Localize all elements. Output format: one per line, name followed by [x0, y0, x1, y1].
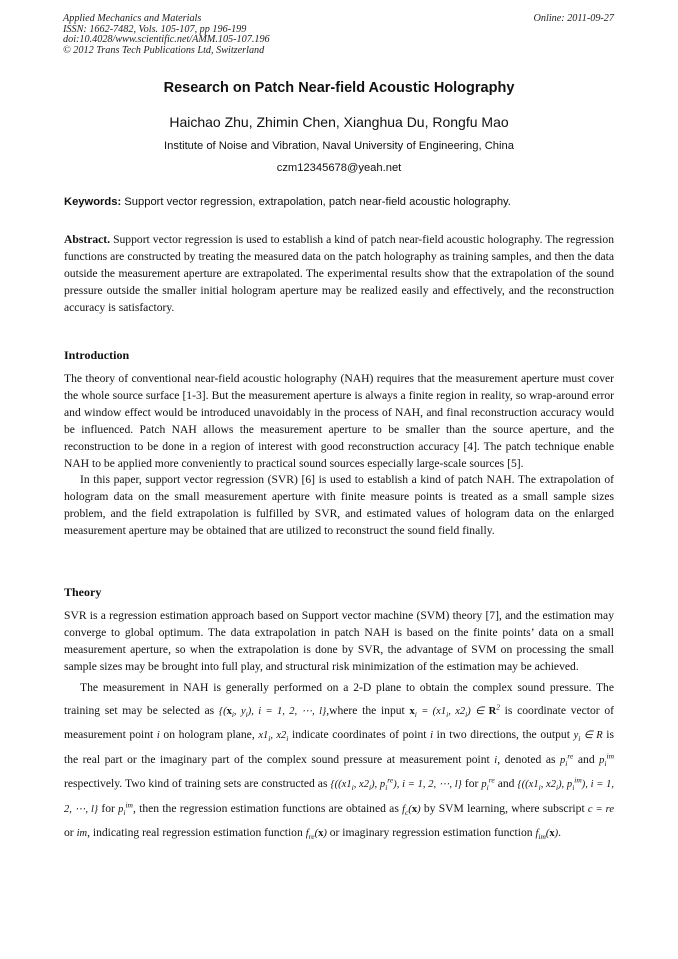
imag-training-set-formula: {(($x1_i$, $x2_i$), $p_i^{im}$), i = 1, 2, ⋯, l}	[64, 775, 615, 815]
theory-paragraph-1: SVR is a regression estimation approach based on Support vector machine (SVM) theory [7], and the estimation may converge to global optimum. The data extrapolation in patch NAH is based on the finite points’ data on a small measurement aperture, so when the extrapolation is done by SVR, the advantage of SVM on processing the small sample sizes may be brought into full play, and structural risk minimization of the estimation may be achieved.	[64, 609, 614, 673]
journal-header	[63, 14, 270, 56]
theory-paragraph-2: The measurement in NAH is generally performed on a 2-D plane to obtain the complex sound pressure. The training set may be selected as {($x_i$, $y_i$), i = 1, 2, ⋯, l},where the input $x_i = (x1_i$, $x2_i$) ∈ $R^2$ is coordinate vector of measurement point i on hologram plane, $x1_i$, $x2_i$ indicate coordinates of point i in two directions, the output $y_i$ ∈ R is the real part or the imaginary part of the complex sound pressure at measurement point i, denoted as $p_i^{re}$ and $p_i^{im}$ respectively. Two kind of training sets are constructed as {(($x1_i$, $x2_i$), $p_i^{re}$), i = 1, 2, ⋯, l} for $p_i^{re}$ and {(($x1_i$, $x2_i$), $p_i^{im}$), i = 1, 2, ⋯, l} for $p_i^{im}$, then the regression estimation functions are obtained as $f_c(x)$ by SVM learning, where subscript c = re or im, indicating real regression estimation function $f_{re}(x)$ or imaginary regression estimation function $f_{im}(x)$.	[64, 680, 615, 842]
online-date: Online: 2011-09-27	[533, 13, 614, 24]
paper-affiliation: Institute of Noise and Vibration, Naval University of Engineering, China	[164, 140, 514, 152]
paper-authors: Haichao Zhu, Zhimin Chen, Xianghua Du, Rongfu Mao	[169, 114, 509, 130]
introduction-heading: Introduction	[64, 348, 130, 362]
input-vector-formula: $x_i = (x1_i$, $x2_i$) ∈ $R^2$	[409, 702, 501, 720]
training-set-formula: {($x_i$, $y_i$), i = 1, 2, ⋯, l}	[218, 706, 327, 720]
journal-name: Applied Mechanics and Materials	[63, 13, 202, 24]
journal-doi: doi:10.4028/www.scientific.net/AMM.105-107.196	[63, 34, 270, 46]
theory-heading: Theory	[64, 585, 102, 599]
abstract-text: Support vector regression is used to establish a kind of patch near-field acoustic holography. The regression functions are constructed by treating the measured data on the patch holography as training samples, and then the data outside the measurement aperture are extrapolated. The experimental results show that the extrapolation of the sound pressure outside the smaller initial hologram aperture may be realized easily and effectively, and the reconstruction accuracy is satisfactory.	[64, 233, 614, 314]
theory-body	[64, 608, 614, 845]
abstract-label: Abstract.	[64, 233, 111, 246]
journal-issn: ISSN: 1662-7482, Vols. 105-107, pp 196-199	[63, 23, 247, 35]
introduction-paragraph-2: In this paper, support vector regression (SVR) [6] is used to establish a kind of patch NAH. The extrapolation of hologram data on the small measurement aperture with finite measure points is treated as a small sample sizes problem, and the field extrapolation is fulfilled by SVR, and estimated values of hologram data on the enlarged measurement aperture may be obtained that are utilized to reconstruct the sound field finally.	[64, 473, 614, 538]
introduction-paragraph-1: The theory of conventional near-field acoustic holography (NAH) requires that the measurement aperture must cover the whole source surface [1-3]. But the measurement aperture is always a finite region in reality, so wrap-around error and window effect would be introduced unavoidably in the process of NAH, and final reconstruction accuracy would be influenced. Patch NAH allows the measurement aperture to be smaller than the source aperture, and the reconstruction to be done in a region of interest with good reconstruction accuracy [4]. The patch technique enable NAH to be applied more conveniently to practical sound sources especially large-scale sources [5].	[64, 372, 614, 470]
keywords	[64, 196, 616, 208]
paper-title: Research on Patch Near-field Acoustic Holography	[163, 80, 515, 96]
journal-copyright: © 2012 Trans Tech Publications Ltd, Switzerland	[63, 44, 265, 56]
introduction-body	[64, 371, 614, 540]
paper-email[interactable]: czm12345678@yeah.net	[276, 162, 402, 174]
real-training-set-formula: {(($x1_i$, $x2_i$), $p_i^{re}$), i = 1, 2, ⋯, l}	[330, 775, 462, 793]
keywords-text: Support vector regression, extrapolation, patch near-field acoustic holography.	[121, 196, 511, 208]
keywords-label: Keywords:	[64, 196, 122, 208]
abstract	[64, 232, 614, 317]
